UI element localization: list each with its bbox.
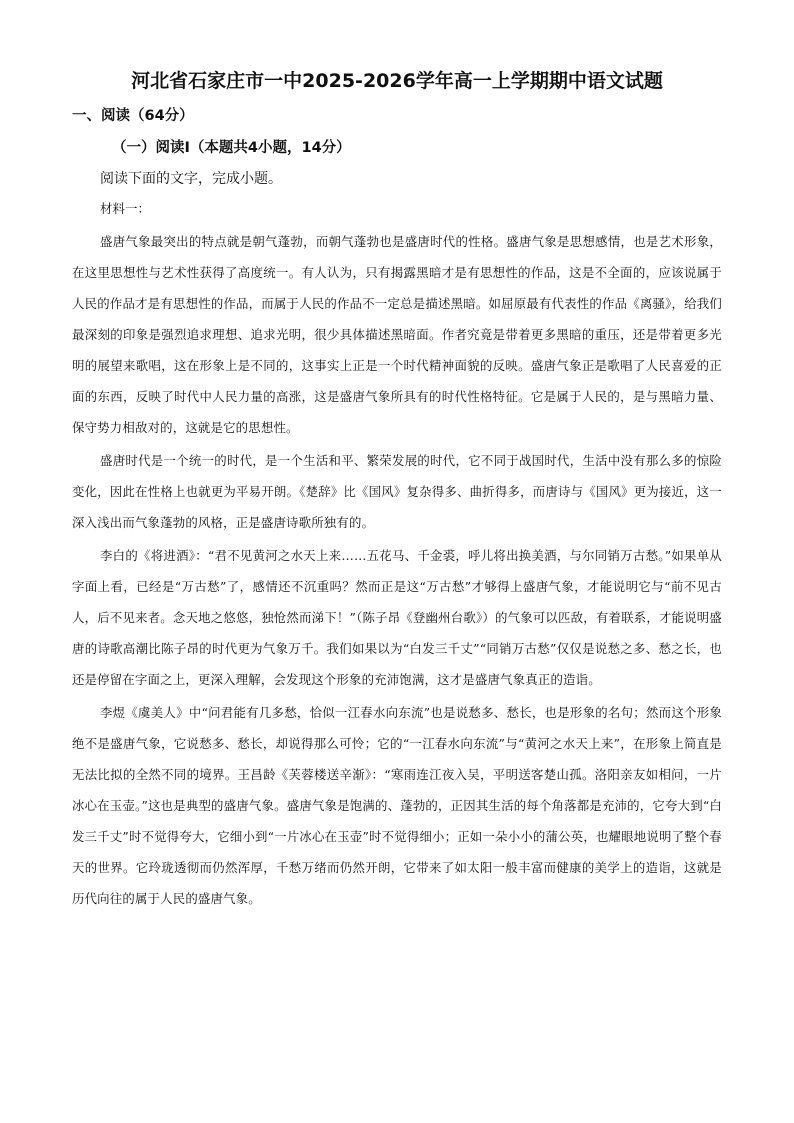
passage-paragraph-3: 李白的《将进酒》：“君不见黄河之水天上来……五花马、千金裘，呼儿将出换美酒，与尔同销万古愁。”如果单从字面上看，已经是“万古愁”了，感情还不沉重吗？然而正是这“万古愁”才够得上盛唐气象，才能说明它与“前不见古人，后不见来者。念天地之悠悠，独怆然而涕下！”（陈子昂《登幽州台歌》）的气象可以匹敌，有着联系，才能说明盛唐的诗歌高潮比陈子昂的时代更为气象万千。我们如果以为“白发三千丈”“同销万古愁”仅仅是说愁之多、愁之长，也还是停留在字面之上，更深入理解，会发现这个形象的充沛饱满，这才是盛唐气象真正的造诣。 bbox=[72, 548, 722, 687]
passage-paragraph-2: 盛唐时代是一个统一的时代，是一个生活和平、繁荣发展的时代，它不同于战国时代，生活中没有那么多的惊险变化，因此在性格上也就更为平易开朗。《楚辞》比《国风》复杂得多、曲折得多，而唐诗与《国风》更为接近，这一深入浅出而气象蓬勃的风格，正是盛唐诗歌所独有的。 bbox=[72, 453, 722, 530]
section-heading-reading: 一、阅读（64分） bbox=[72, 108, 194, 124]
passage-paragraph-1: 盛唐气象最突出的特点就是朝气蓬勃，而朝气蓬勃也是盛唐时代的性格。盛唐气象是思想感情，也是艺术形象，在这里思想性与艺术性获得了高度统一。有人认为，只有揭露黑暗才是有思想性的作品，这是不全面的，应该说属于人民的作品才是有思想性的作品，而属于人民的作品不一定总是描述黑暗。如屈原最有代表性的作品《离骚》，给我们最深刻的印象是强烈追求理想、追求光明，很少具体描述黑暗面。作者究竟是带着更多黑暗的重压，还是带着更多光明的展望来歌唱，这在形象上是不同的，这事实上正是一个时代精神面貌的反映。盛唐气象正是歌唱了人民喜爱的正面的东西，反映了时代中人民力量的高涨，这是盛唐气象所具有的时代性格特征。它是属于人民的，是与黑暗力量、保守势力相敌对的，这就是它的思想性。 bbox=[72, 234, 722, 435]
question-instruction: 阅读下面的文字，完成小题。 bbox=[100, 171, 282, 187]
page-title: 河北省石家庄市一中2025-2026学年高一上学期期中语文试题 bbox=[131, 70, 663, 92]
subsection-heading-reading-one: （一）阅读Ⅰ（本题共4小题，14分） bbox=[112, 140, 351, 156]
document-page bbox=[72, 66, 722, 916]
passage-paragraph-4: 李煜《虞美人》中“问君能有几多愁，恰似一江春水向东流”也是说愁多、愁长，也是形象的名句；然而这个形象绝不是盛唐气象，它说愁多、愁长，却说得那么可怜；它的“一江春水向东流”与“黄河之水天上来”，在形象上简直是无法比拟的全然不同的境界。王昌龄《芙蓉楼送辛渐》：“寒雨连江夜入吴，平明送客楚山孤。洛阳亲友如相问，一片冰心在玉壶。”这也是典型的盛唐气象。盛唐气象是饱满的、蓬勃的，正因其生活的每个角落都是充沛的，它夸大到“白发三千丈”时不觉得夸大，它细小到“一片冰心在玉壶”时不觉得细小；正如一朵小小的蒲公英，也耀眼地说明了整个春天的世界。它玲珑透彻而仍然浑厚，千愁万绪而仍然开朗，它带来了如太阳一般丰富而健康的美学上的造诣，这就是历代向往的属于人民的盛唐气象。 bbox=[72, 705, 722, 906]
material-label: 材料一： bbox=[100, 201, 151, 216]
